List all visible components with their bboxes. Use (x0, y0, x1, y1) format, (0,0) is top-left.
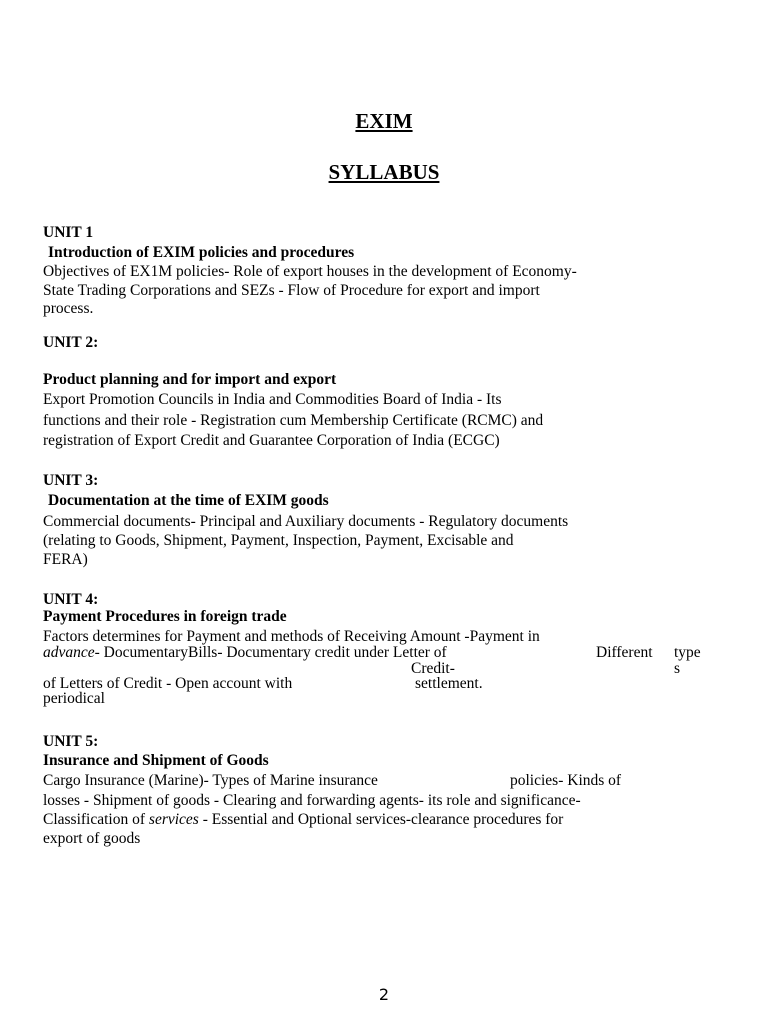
unit4-advance-italic: advance (43, 644, 95, 661)
unit4-line-3-end: s (674, 660, 681, 677)
unit1-heading: Introduction of EXIM policies and procedures (48, 244, 355, 261)
unit1-line-3: process. (43, 300, 94, 317)
unit2-line-1: Export Promotion Councils in India and Commodities Board of India - Its (43, 391, 502, 408)
unit5-line-4: export of goods (43, 830, 141, 847)
unit4-line-3-mid: Credit- (411, 660, 455, 677)
unit5-heading: Insurance and Shipment of Goods (43, 752, 269, 769)
unit3-label: UNIT 3: (43, 472, 99, 489)
unit4-line-2-end: type (674, 644, 701, 661)
unit5-line-3 (43, 811, 563, 829)
unit4-line-4-right: settlement. (415, 675, 483, 692)
document-title: EXIM (355, 109, 413, 133)
unit4-line-4-left: of Letters of Credit - Open account with (43, 675, 293, 692)
unit4-line-2 (43, 644, 447, 662)
unit4-heading: Payment Procedures in foreign trade (43, 608, 287, 625)
unit5-line-3-b: - Essential and Optional services-clearance procedures for (198, 811, 564, 828)
unit4-line-2-col: Different (596, 644, 653, 661)
unit3-line-3: FERA) (43, 551, 88, 568)
unit4-label: UNIT 4: (43, 591, 99, 608)
unit2-heading: Product planning and for import and export (43, 371, 337, 388)
unit5-line-1-right: policies- Kinds of (510, 772, 622, 789)
unit5-label: UNIT 5: (43, 733, 99, 750)
unit1-line-2: State Trading Corporations and SEZs - Flow of Procedure for export and import (43, 282, 540, 299)
unit3-line-2: (relating to Goods, Shipment, Payment, Inspection, Payment, Excisable and (43, 532, 514, 549)
unit2-line-2: functions and their role - Registration cum Membership Certificate (RCMC) and (43, 412, 544, 429)
unit1-line-1: Objectives of EX1M policies- Role of export houses in the development of Economy- (43, 263, 577, 280)
unit2-label: UNIT 2: (43, 334, 99, 351)
unit2-line-3: registration of Export Credit and Guarantee Corporation of India (ECGC) (43, 432, 500, 449)
unit1-label: UNIT 1 (43, 224, 94, 241)
unit3-heading: Documentation at the time of EXIM goods (48, 492, 329, 509)
unit5-line-1-left: Cargo Insurance (Marine)- Types of Marine insurance (43, 772, 378, 789)
unit5-line-2: losses - Shipment of goods - Clearing and forwarding agents- its role and significance- (43, 792, 581, 809)
unit5-line-3-a: Classification of (43, 811, 149, 828)
page-number: 2 (378, 985, 390, 1004)
unit5-services-italic: services (148, 811, 199, 828)
unit4-line-1: Factors determines for Payment and methods of Receiving Amount -Payment in (43, 628, 540, 645)
document-subtitle: SYLLABUS (328, 160, 440, 184)
unit4-line-5: periodical (43, 690, 105, 707)
unit3-line-1: Commercial documents- Principal and Auxiliary documents - Regulatory documents (43, 513, 569, 530)
unit4-line-2-rest: - DocumentaryBills- Documentary credit under Letter of (94, 644, 447, 661)
